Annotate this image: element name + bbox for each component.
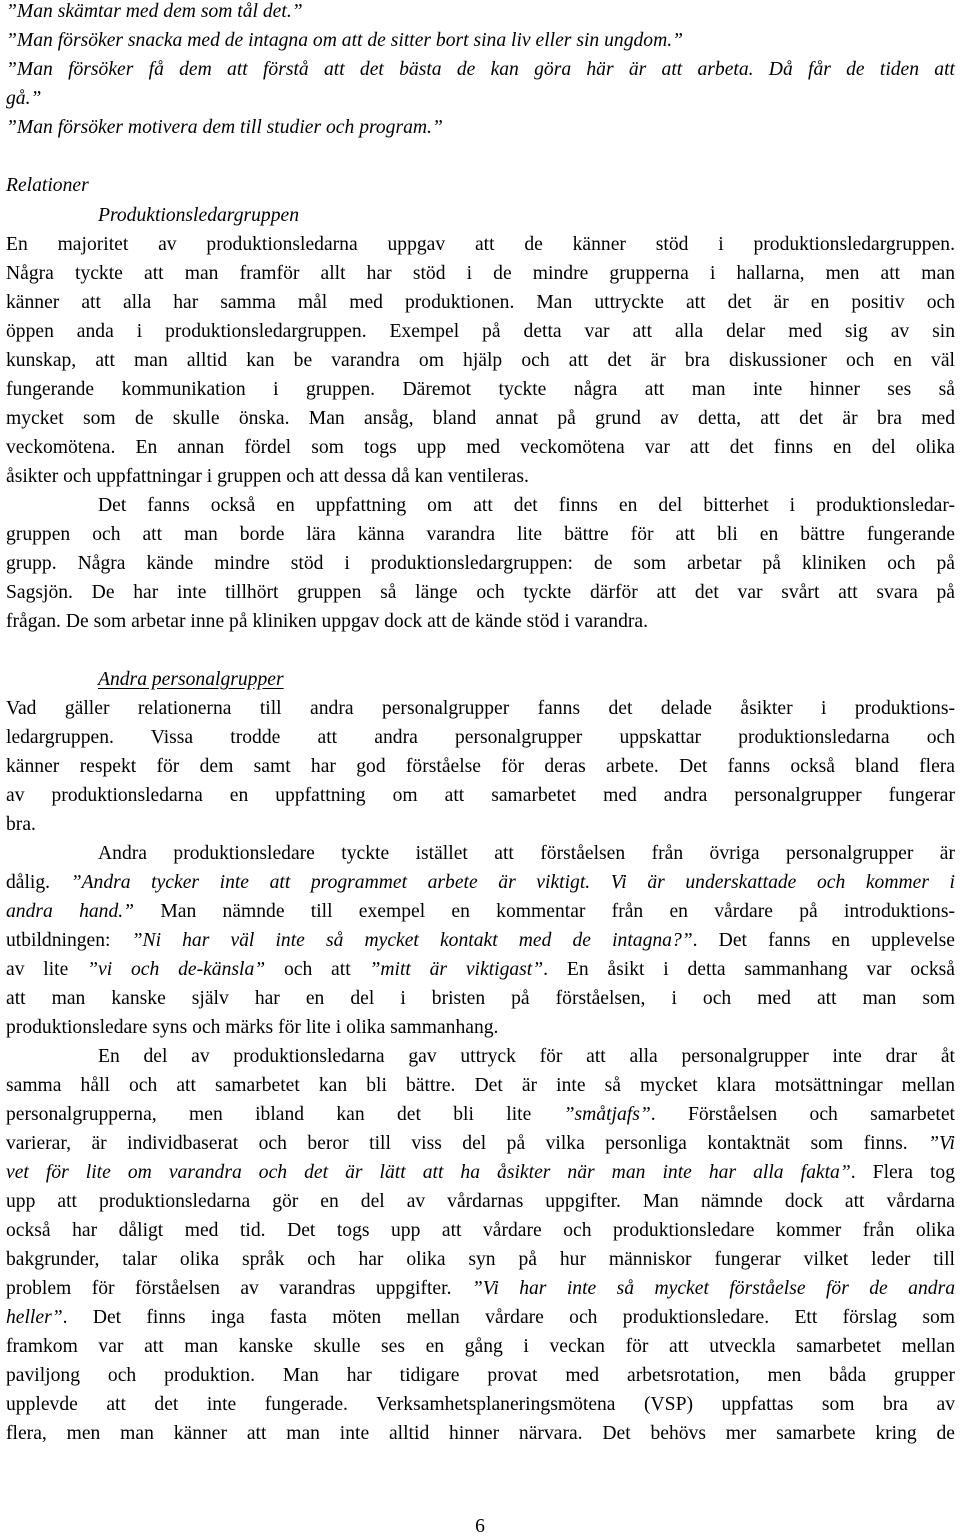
- paragraph-line: grupp. Några kände mindre stöd i produktionsledargruppen: de som arbetar på kliniken och på: [6, 553, 955, 574]
- paragraph-line: [6, 1132, 955, 1156]
- quote-line: ”Man försöker få dem att förstå att det bästa de kan göra här är att arbeta. Då får de tiden att: [6, 59, 955, 80]
- paragraph-line: [6, 958, 955, 982]
- paragraph-line: mycket som de skulle önska. Man ansåg, bland annat på grund av detta, att det är bra med: [6, 408, 955, 429]
- paragraph-line: att man kanske själv har en del i bristen på förståelsen, i och med att man som: [6, 988, 955, 1009]
- quote-run: ”mitt är viktigast”: [369, 959, 544, 980]
- quote-run: ”småtjafs”: [563, 1104, 651, 1125]
- text-run: . En åsikt i detta sammanhang var också: [543, 959, 955, 980]
- quote-run: ”Ni har väl inte så mycket kontakt med de intagna?”: [131, 930, 693, 951]
- text-run: Man nämnde till exempel en kommentar från en vårdare på introduktions-: [134, 901, 955, 922]
- paragraph-line: känner att alla har samma mål med produktionen. Man uttryckte att det är en positiv och: [6, 292, 955, 313]
- paragraph-line: bakgrunder, talar olika språk och har olika syn på hur människor fungerar vilket leder till: [6, 1249, 955, 1270]
- paragraph-line: öppen anda i produktionsledargruppen. Exempel på detta var att alla delar med sig av sin: [6, 321, 955, 342]
- paragraph-line: upp att produktionsledarna gör en del av vårdarnas uppgifter. Man nämnde dock att vårdarna: [6, 1191, 955, 1212]
- paragraph-line: [6, 871, 955, 895]
- quote-line: gå.”: [6, 88, 42, 109]
- paragraph-line: framkom var att man kanske skulle ses en gång i veckan för att utveckla samarbetet mellan: [6, 1336, 955, 1357]
- text-run: av lite: [6, 959, 88, 980]
- paragraph-line: Det fanns också en uppfattning om att det finns en del bitterhet i produktionsledar-: [98, 495, 955, 516]
- paragraph-line: flera, men man känner att man inte alltid hinner närvara. Det behövs mer samarbete kring de: [6, 1423, 955, 1444]
- subsection-heading: Andra personalgrupper: [98, 669, 284, 690]
- paragraph-line: [6, 929, 955, 953]
- text-run: . Det finns inga fasta möten mellan vårdare och produktionsledare. Ett förslag som: [62, 1307, 955, 1328]
- paragraph-line: paviljong och produktion. Man har tidigare provat med arbetsrotation, men båda grupper: [6, 1365, 955, 1386]
- subsection-heading: Produktionsledargruppen: [98, 205, 299, 226]
- text-run: . Förståelsen och samarbetet: [650, 1104, 955, 1125]
- text-run: . Flera tog: [850, 1162, 956, 1183]
- paragraph-line: frågan. De som arbetar inne på kliniken uppgav dock att de kände stöd i varandra.: [6, 611, 649, 632]
- quote-run: vet för lite om varandra och det är lätt att ha åsikter när man inte har alla fakta”: [6, 1162, 851, 1183]
- paragraph-line: av produktionsledarna en uppfattning om att samarbetet med andra personalgrupper fungerar: [6, 785, 955, 806]
- quote-run: ”Vi: [928, 1133, 955, 1154]
- paragraph-line: gruppen och att man borde lära känna varandra lite bättre för att bli en bättre fungerande: [6, 524, 955, 545]
- paragraph-line: [6, 1277, 955, 1301]
- text-run: och att: [265, 959, 370, 980]
- paragraph-line: upplevde att det inte fungerade. Verksamhetsplaneringsmötena (VSP) uppfattas som bra av: [6, 1394, 955, 1415]
- paragraph-line: fungerande kommunikation i gruppen. Däremot tyckte några att man inte hinner ses så: [6, 379, 955, 400]
- paragraph-line: Vad gäller relationerna till andra personalgrupper fanns det delade åsikter i produktions-: [6, 698, 955, 719]
- paragraph-line: En del av produktionsledarna gav uttryck för att alla personalgrupper inte drar åt: [98, 1046, 955, 1067]
- paragraph-line: [6, 1306, 955, 1330]
- quote-line: ”Man försöker motivera dem till studier och program.”: [6, 117, 443, 138]
- text-run: . Det fanns en upplevelse: [692, 930, 955, 951]
- paragraph-line: känner respekt för dem samt har god förståelse för deras arbete. Det fanns också bland flera: [6, 756, 955, 777]
- quote-run: ”vi och de-känsla”: [87, 959, 266, 980]
- text-run: problem för förståelsen av varandras uppgifter.: [6, 1278, 472, 1299]
- paragraph-line: bra.: [6, 814, 36, 835]
- quote-line: ”Man skämtar med dem som tål det.”: [6, 1, 303, 22]
- page-number: 6: [475, 1516, 485, 1537]
- paragraph-line: åsikter och uppfattningar i gruppen och att dessa då kan ventileras.: [6, 466, 529, 487]
- quote-line: ”Man försöker snacka med de intagna om att de sitter bort sina liv eller sin ungdom.”: [6, 30, 684, 51]
- paragraph-line: kunskap, att man alltid kan be varandra om hjälp och att det är bra diskussioner och en väl: [6, 350, 955, 371]
- paragraph-line: En majoritet av produktionsledarna uppgav att de känner stöd i produktionsledargruppen.: [6, 234, 955, 255]
- paragraph-line: Andra produktionsledare tyckte istället att förståelsen från övriga personalgrupper är: [98, 843, 955, 864]
- text-run: varierar, är individbaserat och beror till viss del på vilka personliga kontaktnät som finns.: [6, 1133, 929, 1154]
- paragraph-line: samma håll och att samarbetet kan bli bättre. Det är inte så mycket klara motsättningar mellan: [6, 1075, 955, 1096]
- paragraph-line: produktionsledare syns och märks för lite i olika sammanhang.: [6, 1017, 499, 1038]
- section-heading: Relationer: [6, 175, 89, 196]
- quote-run: ”Andra tycker inte att programmet arbete är viktigt. Vi är underskattade och kommer i: [70, 872, 955, 893]
- text-run: dålig.: [6, 872, 71, 893]
- paragraph-line: också har dåligt med tid. Det togs upp att vårdare och produktionsledare kommer från olika: [6, 1220, 955, 1241]
- paragraph-line: [6, 1161, 955, 1185]
- text-run: utbildningen:: [6, 930, 132, 951]
- paragraph-line: ledargruppen. Vissa trodde att andra personalgrupper uppskattar produktionsledarna och: [6, 727, 955, 748]
- paragraph-line: Sagsjön. De har inte tillhört gruppen så länge och tyckte därför att det var svårt att svara på: [6, 582, 955, 603]
- paragraph-line: [6, 900, 955, 924]
- text-run: personalgrupperna, men ibland kan det bli lite: [6, 1104, 564, 1125]
- paragraph-line: [6, 1103, 955, 1127]
- paragraph-line: veckomötena. En annan fördel som togs upp med veckomötena var att det finns en del olika: [6, 437, 955, 458]
- paragraph-line: Några tyckte att man framför allt har stöd i de mindre grupperna i hallarna, men att man: [6, 263, 955, 284]
- quote-run: heller”: [6, 1307, 63, 1328]
- quote-run: andra hand.”: [6, 901, 135, 922]
- quote-run: ”Vi har inte så mycket förståelse för de andra: [471, 1278, 955, 1299]
